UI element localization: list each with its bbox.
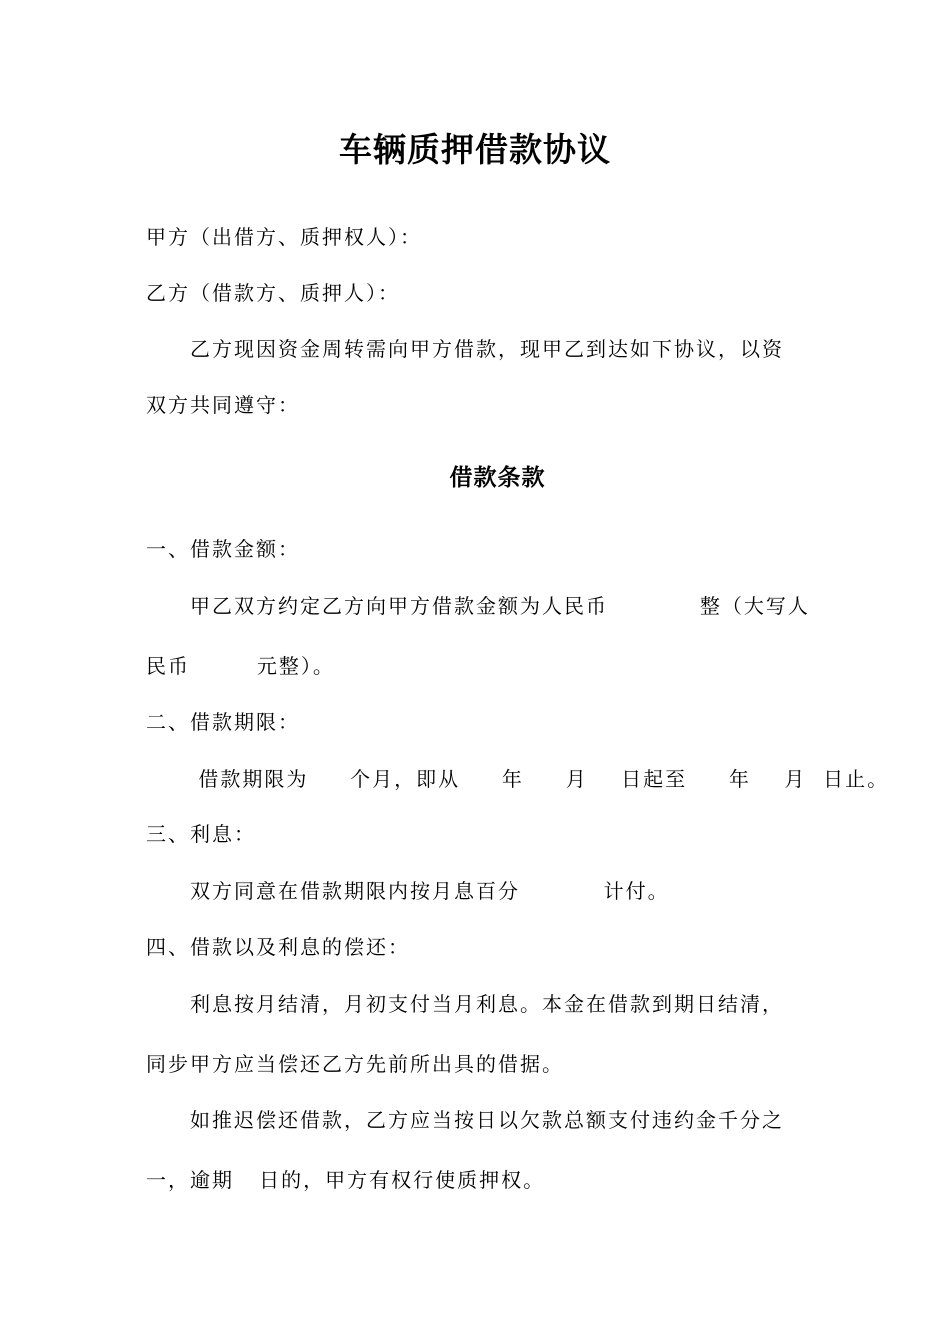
clause-3-line-1: 双方同意在借款期限内按月息百分 计付。 <box>190 879 670 903</box>
intro-line-2: 双方共同遵守： <box>146 393 300 417</box>
clause-4-heading: 四、借款以及利息的偿还： <box>146 935 410 959</box>
clause-1-heading: 一、借款金额： <box>146 537 300 561</box>
clause-4-line-4: 一，逾期 日的，甲方有权行使质押权。 <box>146 1168 546 1192</box>
clause-4-line-3: 如推迟偿还借款，乙方应当按日以欠款总额支付违约金千分之 <box>190 1108 784 1132</box>
clause-4-line-1: 利息按月结清，月初支付当月利息。本金在借款到期日结清， <box>190 992 784 1016</box>
clause-2-heading: 二、借款期限： <box>146 710 300 734</box>
clause-1-line-2: 民币 元整）。 <box>146 654 335 678</box>
clause-1-line-1: 甲乙双方约定乙方向甲方借款金额为人民币 整（大写人 <box>190 594 810 618</box>
intro-line-1: 乙方现因资金周转需向甲方借款，现甲乙到达如下协议，以资 <box>190 337 784 361</box>
party-b-line: 乙方（借款方、质押人）： <box>146 281 400 305</box>
party-a-line: 甲方（出借方、质押权人）： <box>146 225 422 249</box>
clause-2-line-1: 借款期限为 个月，即从 年 月 日起至 年 月 日止。 <box>190 767 890 791</box>
document-title: 车辆质押借款协议 <box>339 130 611 169</box>
section-heading: 借款条款 <box>449 465 546 491</box>
clause-3-heading: 三、利息： <box>146 822 256 846</box>
clause-4-line-2: 同步甲方应当偿还乙方先前所出具的借据。 <box>146 1052 564 1076</box>
